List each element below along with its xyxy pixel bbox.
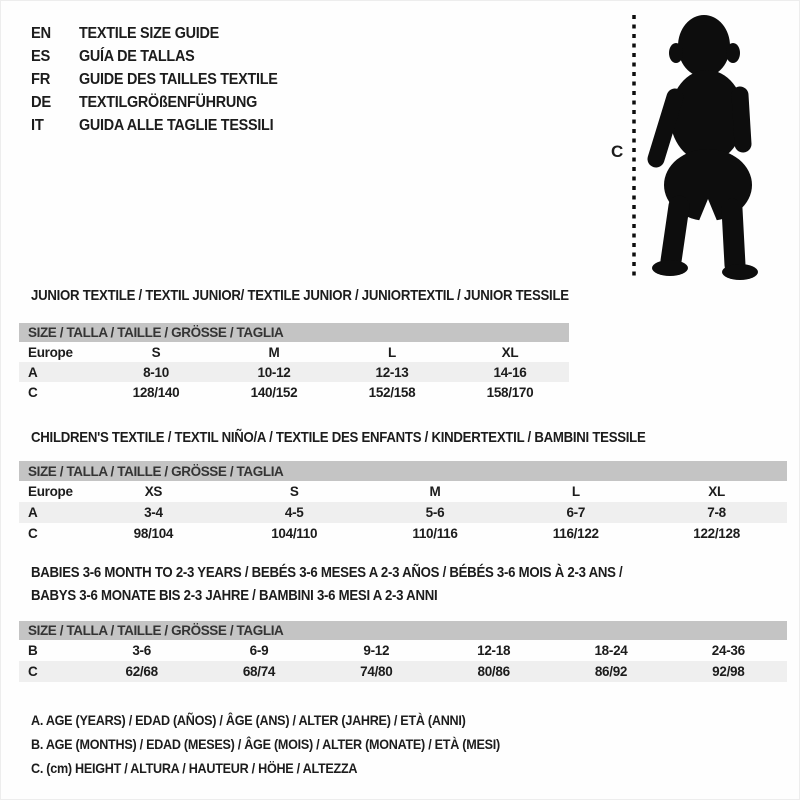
language-row bbox=[31, 22, 300, 45]
table-cell: 122/128 bbox=[693, 526, 740, 541]
table-cell: 8-10 bbox=[143, 364, 169, 380]
table-cell: 128/140 bbox=[132, 384, 180, 400]
language-code: EN bbox=[31, 24, 51, 42]
junior-section-title bbox=[31, 287, 642, 310]
row-label: C bbox=[28, 664, 38, 679]
table-cell: 18-24 bbox=[594, 643, 628, 658]
language-code: FR bbox=[31, 70, 51, 88]
table-cell: S bbox=[289, 484, 299, 499]
toddler-silhouette bbox=[652, 15, 758, 280]
language-title-list bbox=[31, 22, 300, 137]
table-cell: XL bbox=[501, 344, 519, 360]
table-cell: L bbox=[388, 344, 396, 360]
language-row bbox=[31, 68, 300, 91]
children-section-title bbox=[31, 429, 729, 452]
children-size-table bbox=[19, 461, 787, 544]
size-header-bar: SIZE / TALLA / TAILLE / GRÖSSE / TAGLIA bbox=[19, 621, 787, 640]
language-row bbox=[31, 45, 300, 68]
language-title: TEXTILGRÖßENFÜHRUNG bbox=[79, 93, 258, 111]
table-cell: XL bbox=[708, 484, 725, 499]
table-cell: 98/104 bbox=[133, 526, 174, 541]
language-code: IT bbox=[31, 116, 44, 134]
table-section-title: BABYS 3-6 MONATE BIS 2-3 JAHRE / BAMBINI 3-6 MESI A 2-3 ANNI bbox=[31, 587, 438, 604]
footnote: A. AGE (YEARS) / EDAD (AÑOS) / ÂGE (ANS) / ALTER (JAHRE) / ETÀ (ANNI) bbox=[31, 712, 466, 728]
table-cell: 14-16 bbox=[493, 364, 527, 380]
table-row bbox=[19, 342, 569, 362]
junior-size-table bbox=[19, 323, 569, 402]
table-cell: 3-6 bbox=[132, 643, 151, 658]
row-label: B bbox=[28, 643, 38, 658]
footnote-list bbox=[31, 712, 552, 784]
table-row bbox=[19, 502, 787, 523]
table-cell: 6-7 bbox=[566, 505, 586, 520]
language-title: TEXTILE SIZE GUIDE bbox=[79, 24, 219, 42]
table-row bbox=[19, 640, 787, 661]
table-cell: 9-12 bbox=[363, 643, 390, 658]
table-cell: 5-6 bbox=[425, 505, 445, 520]
table-cell: 104/110 bbox=[271, 526, 318, 541]
table-cell: 140/152 bbox=[250, 384, 298, 400]
table-cell: 80/86 bbox=[477, 664, 510, 679]
table-cell: 92/98 bbox=[712, 664, 745, 679]
table-cell: 152/158 bbox=[368, 384, 416, 400]
size-header-bar: SIZE / TALLA / TAILLE / GRÖSSE / TAGLIA bbox=[19, 323, 569, 342]
language-row bbox=[31, 91, 300, 114]
table-cell: M bbox=[429, 484, 441, 499]
table-cell: 12-13 bbox=[375, 364, 409, 380]
table-cell: 74/80 bbox=[360, 664, 393, 679]
row-label: A bbox=[28, 505, 38, 520]
table-cell: 68/74 bbox=[242, 664, 276, 679]
toddler-figure bbox=[571, 1, 800, 291]
language-title: GUÍA DE TALLAS bbox=[79, 47, 195, 65]
table-row bbox=[19, 523, 787, 544]
table-cell: 116/122 bbox=[552, 526, 599, 541]
babies-section-title bbox=[31, 564, 703, 610]
babies-size-table bbox=[19, 621, 787, 682]
row-label: Europe bbox=[28, 344, 73, 360]
table-cell: L bbox=[571, 484, 580, 499]
table-cell: 6-9 bbox=[249, 643, 269, 658]
table-cell: M bbox=[268, 344, 280, 360]
toddler-silhouette-svg bbox=[571, 1, 800, 291]
table-cell: XS bbox=[144, 484, 163, 499]
row-label: A bbox=[28, 364, 38, 380]
table-cell: 12-18 bbox=[477, 643, 511, 658]
table-cell: 24-36 bbox=[711, 643, 745, 658]
row-label: Europe bbox=[28, 484, 73, 499]
footnote: B. AGE (MONTHS) / EDAD (MESES) / ÂGE (MOIS) / ALTER (MONATE) / ETÀ (MESI) bbox=[31, 736, 500, 752]
table-row bbox=[19, 362, 569, 382]
language-code: ES bbox=[31, 47, 51, 65]
footnote: C. (cm) HEIGHT / ALTURA / HAUTEUR / HÖHE / ALTEZZA bbox=[31, 760, 358, 776]
language-code: DE bbox=[31, 93, 51, 111]
table-section-title: CHILDREN'S TEXTILE / TEXTIL NIÑO/A / TEXTILE DES ENFANTS / KINDERTEXTIL / BAMBINI TESSILE bbox=[31, 429, 646, 446]
language-title: GUIDA ALLE TAGLIE TESSILI bbox=[79, 116, 274, 134]
row-label: C bbox=[28, 526, 38, 541]
table-cell: 4-5 bbox=[284, 505, 304, 520]
table-cell: S bbox=[151, 344, 161, 360]
table-cell: 3-4 bbox=[144, 505, 163, 520]
language-row bbox=[31, 114, 300, 137]
table-cell: 158/170 bbox=[486, 384, 534, 400]
table-row bbox=[19, 661, 787, 682]
language-title: GUIDE DES TAILLES TEXTILE bbox=[79, 70, 278, 88]
row-label: C bbox=[28, 384, 38, 400]
table-cell: 7-8 bbox=[707, 505, 726, 520]
table-row bbox=[19, 481, 787, 502]
table-cell: 62/68 bbox=[125, 664, 158, 679]
table-cell: 10-12 bbox=[257, 364, 291, 380]
size-header-bar: SIZE / TALLA / TAILLE / GRÖSSE / TAGLIA bbox=[19, 461, 787, 481]
height-marker-label: C bbox=[611, 142, 624, 161]
table-row bbox=[19, 382, 569, 402]
table-section-title: JUNIOR TEXTILE / TEXTIL JUNIOR/ TEXTILE JUNIOR / JUNIORTEXTIL / JUNIOR TESSILE bbox=[31, 287, 569, 304]
table-section-title: BABIES 3-6 MONTH TO 2-3 YEARS / BEBÉS 3-6 MESES A 2-3 AÑOS / BÉBÉS 3-6 MOIS À 2-3 ANS / bbox=[31, 564, 623, 581]
table-cell: 86/92 bbox=[594, 664, 628, 679]
table-cell: 110/116 bbox=[412, 526, 458, 541]
